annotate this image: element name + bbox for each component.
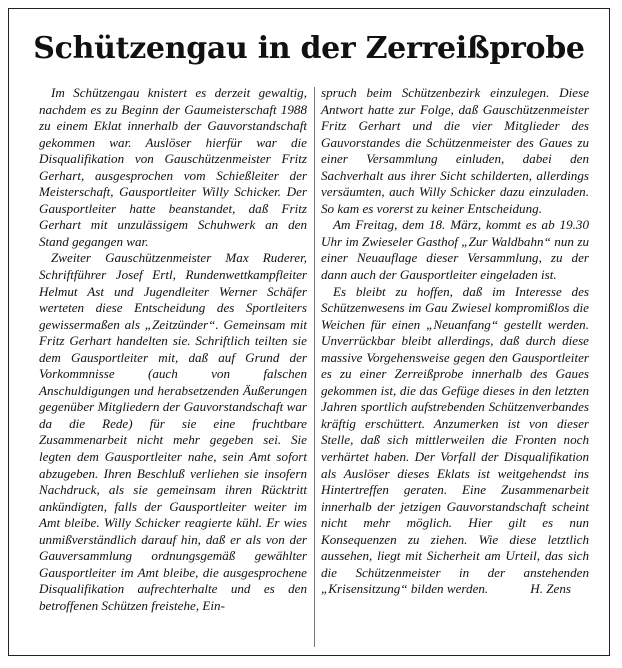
article-column-right <box>321 85 589 598</box>
author-byline: H. Zens <box>530 581 571 597</box>
article-headline: Schützengau in der Zerreißprobe <box>33 31 585 66</box>
paragraph-text: Es bleibt zu hoffen, daß im Interesse des Schützenwesens im Gau Zwiesel kompromißlos die Weichen für einen „Neuanfang“ gestellt werden. Unverrückbar bleibt allerdings, daß durch diese massive Vorgehensweise gegen den Gausportleiter es zu einer Zerreißprobe innerhalb des Gaues gekommen ist, die das Gefüge dieses in den letzten Jahren sportlich aufstrebenden Schützenverbandes kräftig erschüttert. Anzumerken ist von dieser Stelle, daß sich mittlerweilen die Fronten noch verhärtet haben. Der Vorfall der Disqualifikation als Auslöser dieses Eklats ist weitgehendst ins Hintertreffen geraten. Eine Zusammenarbeit innerhalb der jetzigen Gauvorstandschaft scheint nicht mehr möglich. Hier gilt es nun Konsequenzen zu ziehen. Wie diese letztlich aussehen, liegt mit Sicherheit am Urteil, das sich die Schützenmeister in der anstehenden „Krisensitzung“ bilden werden. <box>321 283 589 597</box>
paragraph: Am Freitag, dem 18. März, kommt es ab 19.30 Uhr im Zwieseler Gasthof „Zur Waldbahn“ nun zu einer Neuauflage dieser Versammlung, zu der dann auch der Gausportleiter eingeladen ist. <box>321 217 589 283</box>
newspaper-clipping <box>8 8 610 656</box>
article-column-left <box>39 85 307 615</box>
paragraph <box>321 284 589 598</box>
paragraph: Im Schützengau knistert es derzeit gewaltig, nachdem es zu Beginn der Gaumeisterschaft 1988 zu einem Eklat innerhalb der Gauvorstandschaft gekommen war. Auslöser hierfür war die Disqualifikation von Gauschützenmeister Fritz Gerhart, ausgesprochen vom Schießleiter der Meisterschaft, Gausportleiter Willy Schicker. Der Gausportleiter hatte beanstandet, daß Fritz Gerhart mit unzulässigem Schuhwerk an den Stand gegangen war. <box>39 85 307 249</box>
column-divider <box>314 87 315 647</box>
paragraph: spruch beim Schützenbezirk einzulegen. Diese Antwort hatte zur Folge, daß Gauschützenmeister Fritz Gerhart und die vier Mitglieder des Gauvorstandes die Schützenmeister des Gaues zu einer Versammlung einluden, dabei den Sachverhalt aus ihrer Sicht schilderten, allerdings versäumten, auch Willy Schicker dazu einzuladen. So kam es vorerst zu keiner Entscheidung. <box>321 85 589 216</box>
paragraph: Zweiter Gauschützenmeister Max Ruderer, Schriftführer Josef Ertl, Rundenwettkampfleiter Helmut Ast und Jugendleiter Werner Schäfer werteten diese Entscheidung des Sportleiters gewissermaßen als „Zeitzünder“. Gemeinsam mit Fritz Gerhart handelten sie. Schriftlich teilten sie dem Gausportleiter mit, daß auf Grund der Vorkommnisse (auch von falschen Anschuldigungen und herabsetzenden Äußerungen gegenüber Mitgliedern der Gauvorstandschaft war da die Rede) für sie eine fruchtbare Zusammenarbeit nicht mehr gegeben sei. Sie legten dem Gausportleiter nahe, sein Amt sofort abzugeben. Ihren Beschluß verliehen sie insofern Nachdruck, als sie gemeinsam ihren Rücktritt ankündigten, falls der Gausportleiter weiter im Amt bleibe. Willy Schicker reagierte kühl. Er wies unmißverständlich darauf hin, daß er als von der Gauversammlung ordnungsgemäß gewählter Gausportleiter im Amt bleibe, die ausgesprochene Disqualifikation aufrechterhalte und es den betroffenen Schützen freistehe, Ein- <box>39 250 307 613</box>
